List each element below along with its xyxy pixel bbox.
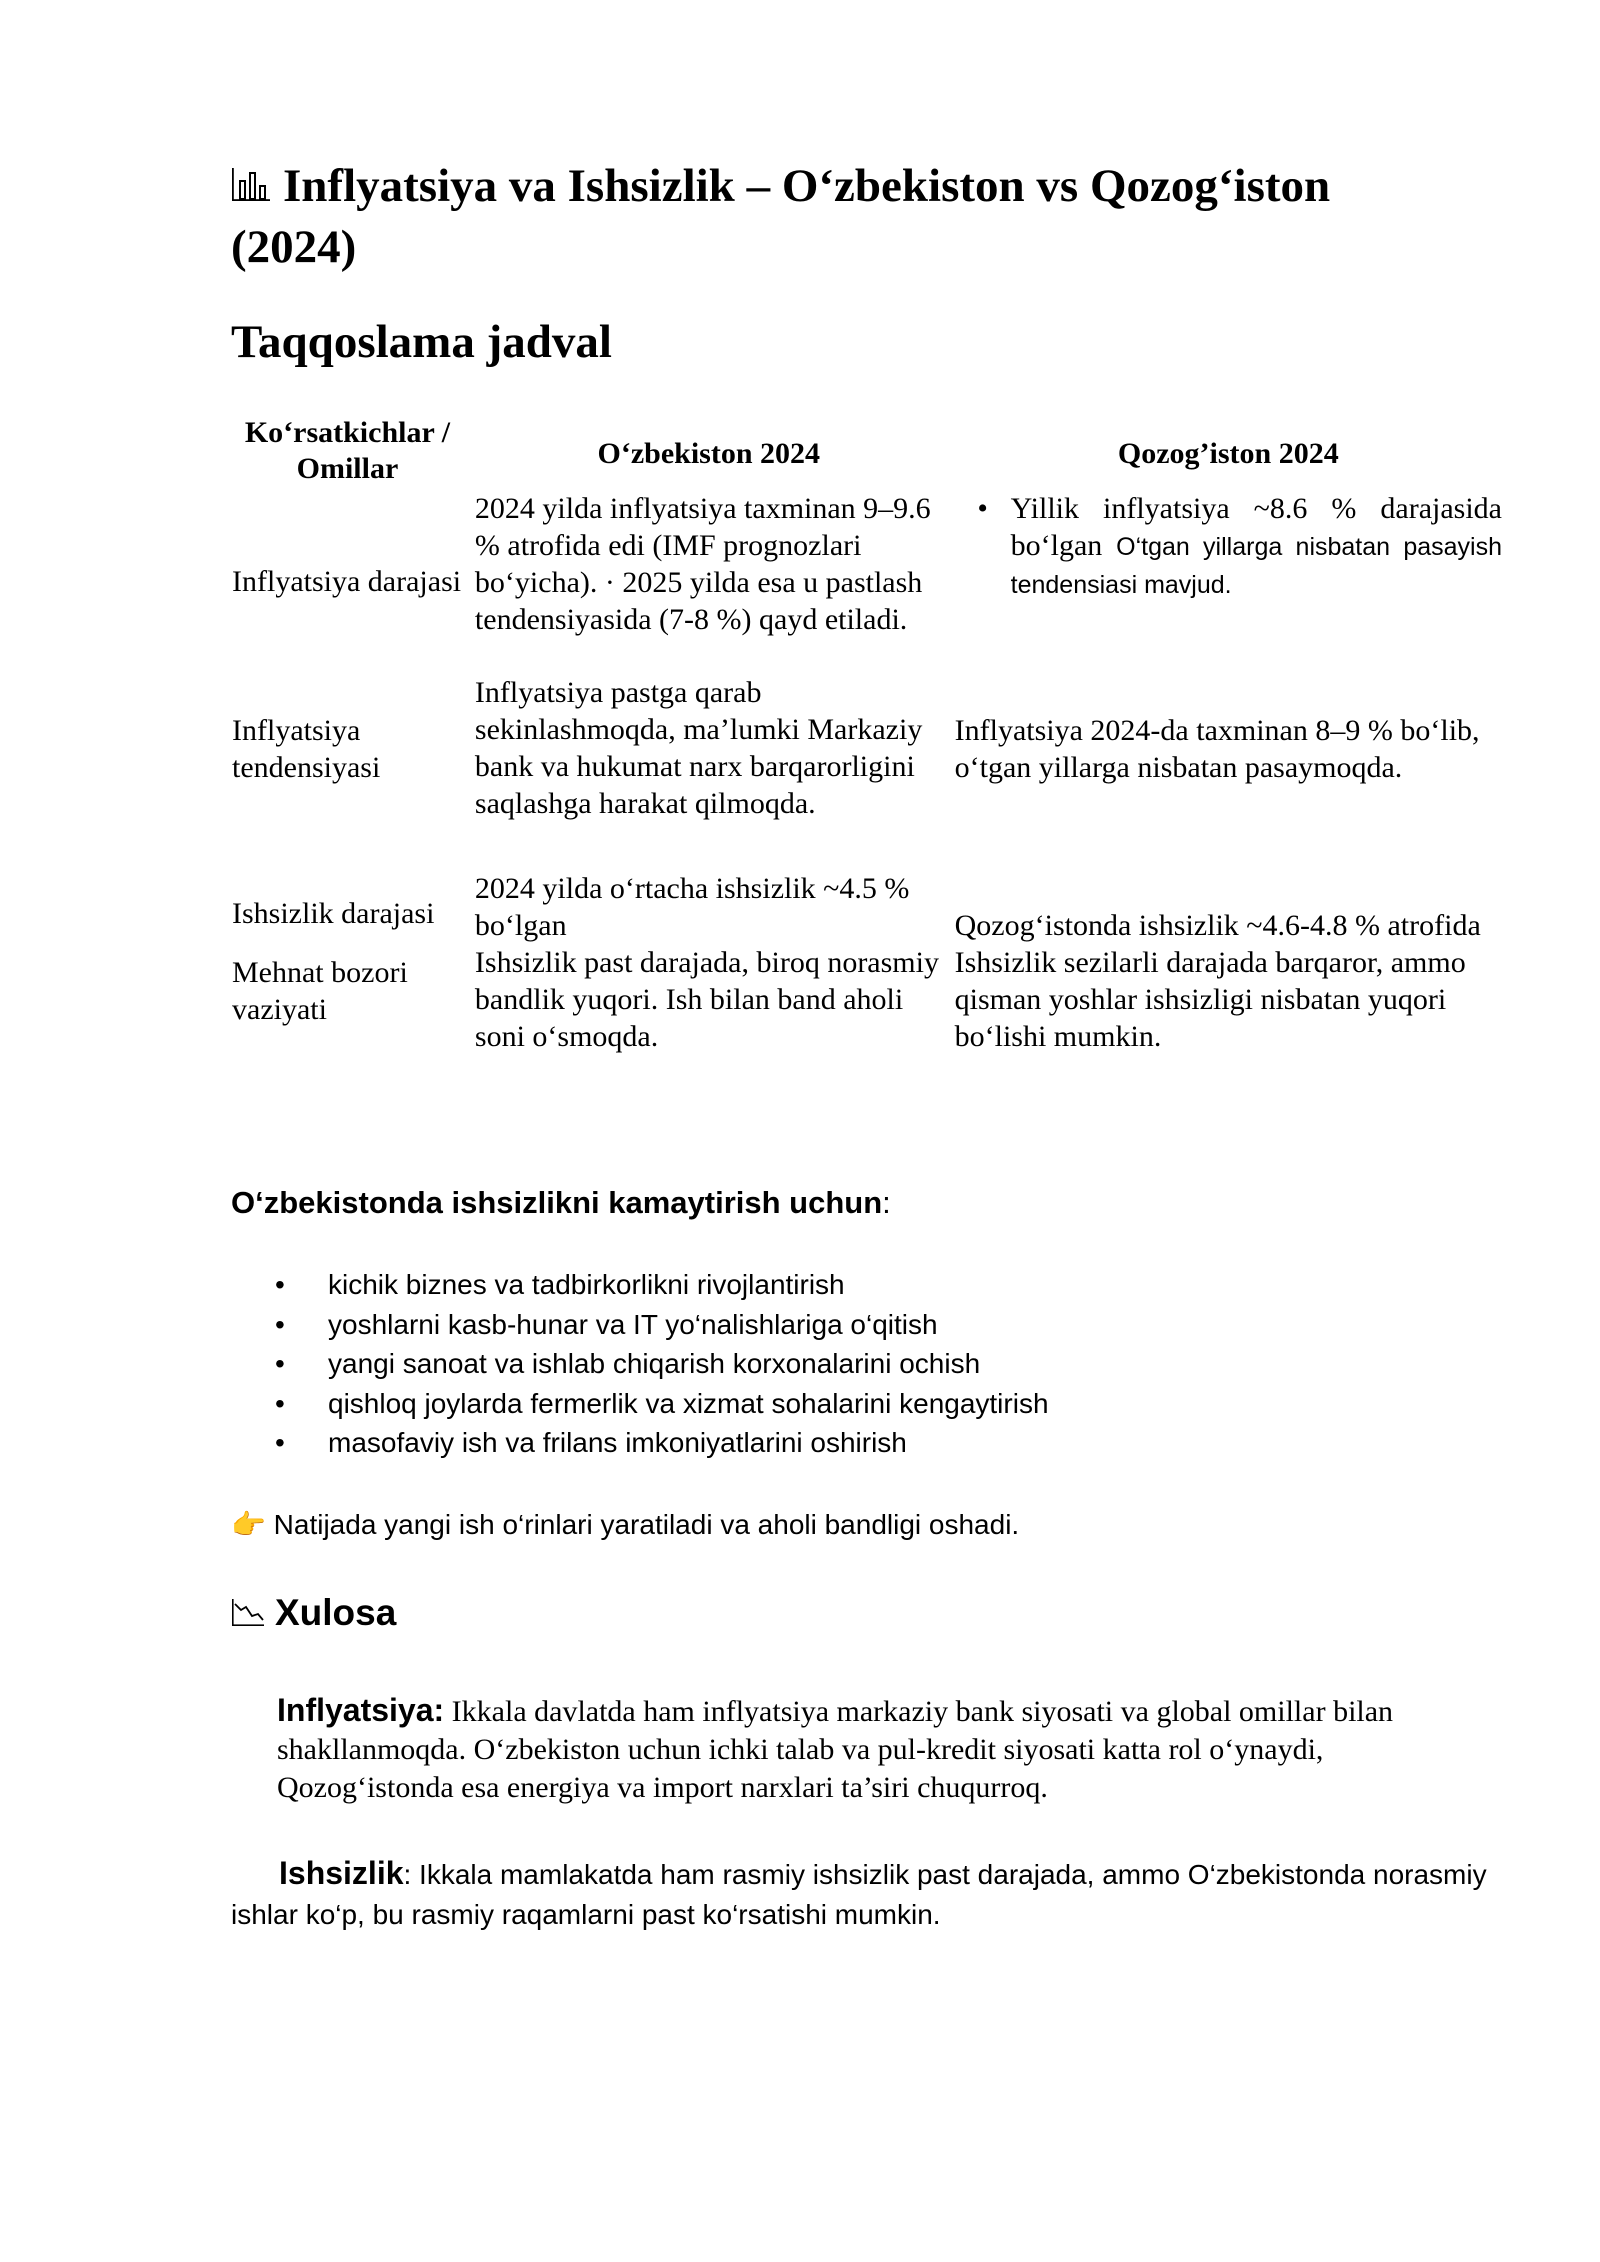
uz-cell: Inflyatsiya pastga qarab sekinlashmoqda, ma’lumki Markaziy bank va hukumat narx barqarorligini saqlashga harakat qilmoqda. — [474, 676, 923, 820]
unemployment-text: Ikkala mamlakatda ham rasmiy ishsizlik past darajada, ammo O‘zbekistonda norasmiy ishlar ko‘p, bu rasmiy raqamlarni past ko‘rsatishi mumkin. — [231, 1859, 1487, 1930]
conclusion-unemployment — [231, 1853, 1501, 1935]
result-text: Natijada yangi ish o‘rinlari yaratiladi va aholi bandligi oshadi. — [273, 1509, 1020, 1540]
row-label: Mehnat bozori vaziyati — [232, 956, 408, 1026]
measures-heading-colon: : — [882, 1185, 891, 1220]
chart-decreasing-icon — [231, 1598, 265, 1628]
kz-cell: Qozog‘istonda ishsizlik ~4.6-4.8 % atrofida — [954, 909, 1481, 942]
conclusion-inflation — [277, 1691, 1502, 1807]
measures-heading-text: O‘zbekistonda ishsizlikni kamaytirish uchun — [231, 1185, 883, 1220]
comparison-table — [226, 408, 1508, 1062]
header-kazakhstan: Qozog’iston 2024 — [1117, 437, 1339, 470]
unemployment-colon: : — [403, 1859, 412, 1890]
table-row — [226, 864, 1508, 944]
kz-bullet-text — [1011, 490, 1502, 603]
table-row — [226, 944, 1508, 1062]
conclusion-heading-text: Xulosa — [275, 1592, 397, 1633]
table-heading: Taqqoslama jadval — [231, 316, 612, 368]
row-label: Inflyatsiya darajasi — [232, 564, 462, 598]
page-title-text: Inflyatsiya va Ishsizlik – O‘zbekiston vs Qozog‘iston (2024) — [231, 160, 1331, 273]
list-item: • kichik biznes va tadbirkorlikni rivojlantirish — [231, 1265, 1049, 1305]
list-item: • yangi sanoat va ishlab chiqarish korxonalarini ochish — [231, 1344, 1049, 1384]
page-title — [231, 156, 1411, 278]
measures-heading — [231, 1183, 891, 1223]
kz-cell — [949, 488, 1508, 674]
kz-cell: Inflyatsiya 2024-da taxminan 8–9 % bo‘lib, o‘tgan yillarga nisbatan pasaymoqda. — [954, 714, 1480, 784]
row-label: Ishsizlik darajasi — [232, 897, 435, 930]
table-row — [226, 488, 1508, 674]
list-item: • qishloq joylarda fermerlik va xizmat sohalarini kengaytirish — [231, 1384, 1049, 1424]
bar-chart-icon — [231, 167, 271, 203]
table-row — [226, 674, 1508, 864]
header-indicators: Ko‘rsatkichlar / Omillar — [244, 416, 451, 485]
table-header-row — [226, 408, 1508, 488]
pointing-hand-icon: 👉 — [231, 1508, 266, 1541]
row-label: Inflyatsiya tendensiyasi — [232, 714, 381, 784]
kz-bullet — [955, 490, 1502, 603]
conclusion-heading — [231, 1589, 396, 1637]
unemployment-lead: Ishsizlik — [279, 1855, 404, 1891]
bullet-dot: • — [977, 492, 988, 525]
uz-cell: 2024 yilda inflyatsiya taxminan 9–9.6 % atrofida edi (IMF prognozlari bo‘yicha). · 2025 yilda esa u pastlash tendensiyasida (7-8 %) qayd etiladi. — [474, 492, 931, 636]
uz-cell: 2024 yilda o‘rtacha ishsizlik ~4.5 % bo‘lgan — [474, 872, 910, 942]
header-uzbekistan: O‘zbekiston 2024 — [597, 437, 821, 470]
inflation-text: Ikkala davlatda ham inflyatsiya markaziy bank siyosati va global omillar bilan shakllanmoqda. O‘zbekiston uchun ichki talab va pul-kredit siyosati katta rol o‘ynaydi, Qozog‘istonda esa energiya va import narxlari ta’siri chuqurroq. — [277, 1695, 1394, 1804]
measures-list — [231, 1265, 1049, 1463]
kz-inflation-note: O‘tgan yillarga nisbatan pasayish tendensiasi mavjud. — [1010, 533, 1503, 599]
kz-inflation-main: Yillik inflyatsiya ~8.6 % darajasida bo‘lgan — [1010, 492, 1502, 562]
list-item: • masofaviy ish va frilans imkoniyatlarini oshirish — [231, 1423, 1049, 1463]
uz-cell: Ishsizlik past darajada, biroq norasmiy bandlik yuqori. Ish bilan band aholi soni o‘smoqda. — [474, 946, 939, 1053]
result-note — [231, 1505, 1019, 1545]
inflation-lead: Inflyatsiya: — [277, 1692, 445, 1728]
list-item: • yoshlarni kasb-hunar va IT yo‘nalishlariga o‘qitish — [231, 1305, 1049, 1345]
kz-cell: Ishsizlik sezilarli darajada barqaror, ammo qisman yoshlar ishsizligi nisbatan yuqori bo‘lishi mumkin. — [954, 946, 1466, 1053]
